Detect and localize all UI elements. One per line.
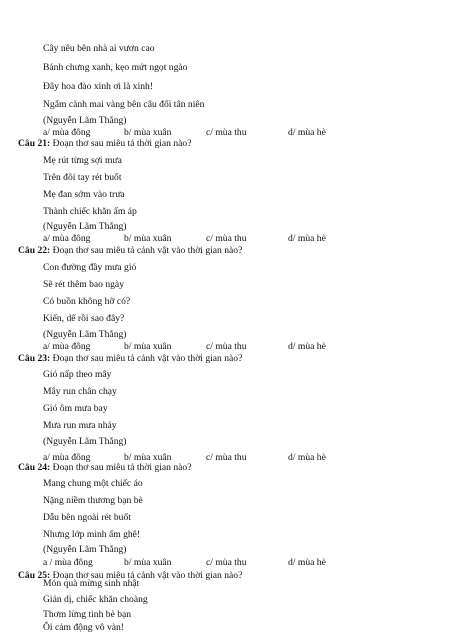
option-d: d/ mùa hè: [288, 557, 326, 568]
poem-line: Ngắm cành mai vàng bên câu đối tân niên: [43, 99, 205, 110]
option-b: b/ mùa xuân: [124, 557, 172, 568]
question-heading: [18, 138, 191, 150]
poem-line: Mưa run mưa nhảy: [43, 420, 117, 431]
option-b: b/ mùa xuân: [124, 452, 172, 463]
poem-line: Đây hoa đào xinh ơi là xinh!: [43, 81, 154, 92]
question-prompt: Đoạn thơ sau miêu tả cảnh vật vào thời gian nào?: [50, 353, 243, 364]
poem-author: (Nguyễn Lãm Thắng): [43, 436, 127, 447]
poem-author: (Nguyễn Lãm Thắng): [43, 115, 127, 126]
option-c: c/ mùa thu: [206, 127, 247, 138]
question-number: Câu 22:: [18, 245, 51, 256]
option-c: c/ mùa thu: [206, 341, 247, 352]
question-prompt: Đoạn thơ sau miêu tả thời gian nào?: [50, 138, 192, 149]
option-c: c/ mùa thu: [206, 452, 247, 463]
poem-line: Cây nêu bên nhà ai vươn cao: [43, 43, 155, 54]
option-a: a/ mùa đông: [43, 127, 91, 138]
question-prompt: Đoạn thơ sau miêu tả cảnh vật vào thời gian nào?: [50, 245, 243, 256]
question-number: Câu 24:: [18, 462, 51, 473]
option-a: a / mùa đông: [43, 557, 93, 568]
poem-line: Bánh chưng xanh, kẹo mứt ngọt ngào: [43, 62, 188, 73]
poem-line: Gió nấp theo mây: [43, 369, 112, 380]
question-prompt: Đoạn thơ sau miêu tả thời gian nào?: [50, 462, 192, 473]
poem-line: Thơm lừng tình bè bạn: [43, 609, 132, 620]
poem-line: Giản dị, chiếc khăn choàng: [43, 594, 148, 605]
question-number: Câu 23:: [18, 353, 51, 364]
poem-line: Mẹ đan sớm vào trưa: [43, 189, 125, 200]
poem-line: Mây run chân chạy: [43, 386, 117, 397]
poem-author: (Nguyễn Lãm Thắng): [43, 544, 127, 555]
question-heading: [18, 462, 191, 474]
question-heading: [18, 245, 242, 257]
poem-line: Mang chung một chiếc áo: [43, 478, 143, 489]
poem-line: Món quà mừng sinh nhật: [43, 578, 140, 589]
question-heading: [18, 353, 242, 365]
question-prompt: Đoạn thơ sau miêu tả cảnh vật vào thời gian nào?: [50, 570, 243, 581]
option-c: c/ mùa thu: [206, 233, 247, 244]
option-a: a/ mùa đông: [43, 452, 91, 463]
poem-line: Gió ôm mưa bay: [43, 403, 108, 414]
poem-line: Mẹ rút từng sợi mưa: [43, 155, 122, 166]
option-a: a/ mùa đông: [43, 233, 91, 244]
poem-author: (Nguyễn Lãm Thắng): [43, 329, 127, 340]
poem-line: Dẫu bên ngoài rét buốt: [43, 512, 131, 523]
option-a: a/ mùa đông: [43, 341, 91, 352]
option-d: d/ mùa hè: [288, 233, 326, 244]
poem-line: Nhưng lớp mình ấm ghê!: [43, 529, 141, 540]
option-d: d/ mùa hè: [288, 127, 326, 138]
option-d: d/ mùa hè: [288, 341, 326, 352]
poem-line: Thành chiếc khăn ấm áp: [43, 206, 137, 217]
question-number: Câu 25:: [18, 570, 51, 581]
option-b: b/ mùa xuân: [124, 127, 172, 138]
poem-line: Kiến, dế rồi sao đây?: [43, 313, 125, 324]
poem-line: Con đường đầy mưa gió: [43, 262, 137, 273]
option-b: b/ mùa xuân: [124, 233, 172, 244]
poem-author: (Nguyễn Lãm Thắng): [43, 221, 127, 232]
question-number: Câu 21:: [18, 138, 51, 149]
poem-line: Có buồn không hỡ có?: [43, 296, 131, 307]
option-d: d/ mùa hè: [288, 452, 326, 463]
poem-line: Sẽ rét thêm bao ngày: [43, 279, 124, 290]
option-c: c/ mùa thu: [206, 557, 247, 568]
poem-line: Ôi cảm động vô vàn!: [43, 622, 124, 633]
poem-line: Trên đôi tay rét buốt: [43, 172, 122, 183]
poem-line: Nặng niềm thương bạn bè: [43, 495, 143, 506]
option-b: b/ mùa xuân: [124, 341, 172, 352]
